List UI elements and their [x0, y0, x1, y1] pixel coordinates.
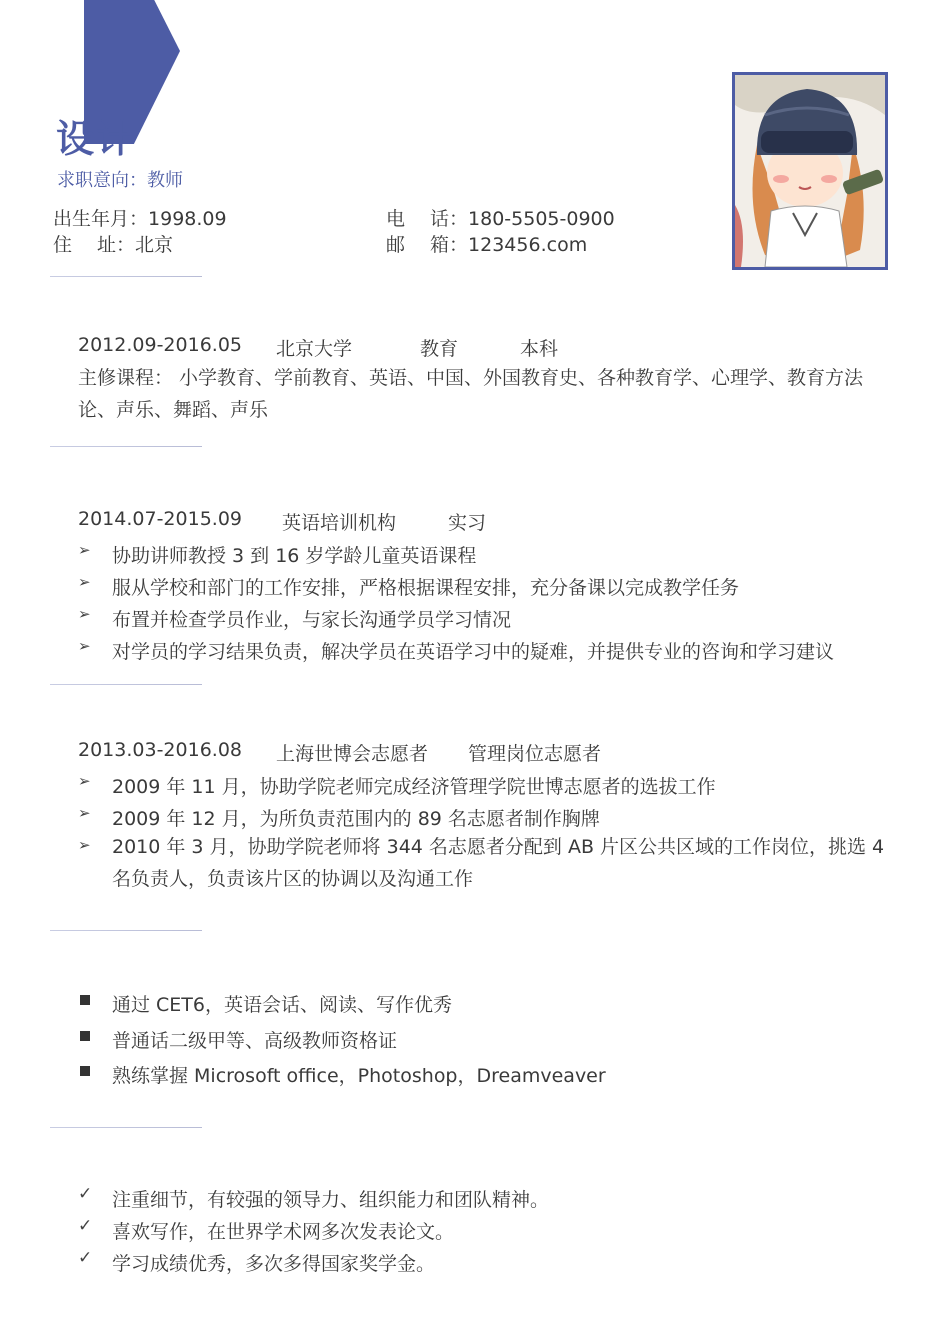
vol-item-text: 2010 年 3 月，协助学院老师将 344 名志愿者分配到 AB 片区公共区域的工作岗位，挑选 4 名负责人，负责该片区的协调以及沟通工作 [112, 836, 885, 890]
self-eval-item-text: 注重细节，有较强的领导力、组织能力和团队精神。 [112, 1189, 550, 1211]
address-row [53, 230, 173, 257]
square-bullet-icon [80, 1031, 90, 1041]
arrow-bullet-icon: ➢ [78, 573, 91, 591]
intern-item-text: 协助讲师教授 3 到 16 岁学龄儿童英语课程 [112, 545, 477, 567]
check-bullet-icon: ✓ [78, 1248, 93, 1268]
vol-org: 上海世博会志愿者 [276, 743, 429, 765]
check-bullet-icon: ✓ [78, 1184, 93, 1204]
phone-label: 电 话： [386, 208, 469, 230]
self-eval-item-text: 学习成绩优秀，多次多得国家奖学金。 [112, 1253, 436, 1275]
intern-item-text: 对学员的学习结果负责，解决学员在英语学习中的疑难，并提供专业的咨询和学习建议 [112, 641, 835, 663]
skill-item-text: 通过 CET6，英语会话、阅读、写作优秀 [112, 994, 453, 1016]
address-value: 北京 [135, 234, 174, 256]
skill-item-text: 普通话二级甲等、高级教师资格证 [112, 1030, 398, 1052]
phone-row [386, 204, 615, 231]
edu-courses: 主修课程： 小学教育、学前教育、英语、中国、外国教育史、各种教育学、心理学、教育方法论、声乐、舞蹈、声乐 [78, 367, 864, 421]
edu-major: 教育 [420, 338, 459, 360]
square-bullet-icon [80, 995, 90, 1005]
vol-role: 管理岗位志愿者 [468, 743, 602, 765]
birth-row [53, 204, 227, 231]
birth-label: 出生年月： [53, 208, 149, 230]
intern-period: 2014.07-2015.09 [78, 508, 242, 530]
arrow-bullet-icon: ➢ [78, 541, 91, 559]
vol-item-text: 2009 年 12 月，为所负责范围内的 89 名志愿者制作胸牌 [112, 808, 600, 830]
section-divider-education [50, 276, 202, 277]
self-eval-item-text: 喜欢写作，在世界学术网多次发表论文。 [112, 1221, 455, 1243]
square-bullet-icon [80, 1066, 90, 1076]
birth-value: 1998.09 [148, 208, 227, 230]
arrow-bullet-icon: ➢ [78, 836, 91, 854]
check-bullet-icon: ✓ [78, 1216, 93, 1236]
arrow-bullet-icon: ➢ [78, 804, 91, 822]
section-divider-skills [50, 930, 202, 931]
arrow-bullet-icon: ➢ [78, 637, 91, 655]
edu-degree: 本科 [520, 338, 559, 360]
avatar-illustration [735, 75, 885, 267]
intern-item-text: 服从学校和部门的工作安排，严格根据课程安排，充分备课以完成教学任务 [112, 577, 740, 599]
address-label: 住 址： [53, 234, 136, 256]
job-intent: 求职意向：教师 [57, 170, 183, 191]
email-label: 邮 箱： [386, 234, 469, 256]
intern-role: 实习 [448, 512, 487, 534]
arrow-bullet-icon: ➢ [78, 605, 91, 623]
vol-period: 2013.03-2016.08 [78, 739, 242, 761]
profile-photo [732, 72, 888, 270]
email-row [386, 230, 587, 257]
section-divider-volunteer [50, 684, 202, 685]
email-value: 123456.com [468, 234, 588, 256]
skill-item-text: 熟练掌握 Microsoft office，Photoshop，Dreamveaver [112, 1065, 606, 1087]
intern-item-text: 布置并检查学员作业，与家长沟通学员学习情况 [112, 609, 512, 631]
arrow-bullet-icon: ➢ [78, 772, 91, 790]
name-heading: 设计 [56, 117, 137, 161]
vol-item-text: 2009 年 11 月，协助学院老师完成经济管理学院世博志愿者的选拔工作 [112, 776, 716, 798]
intern-org: 英语培训机构 [282, 512, 397, 534]
section-divider-internship [50, 446, 202, 447]
edu-period: 2012.09-2016.05 [78, 334, 242, 356]
edu-school: 北京大学 [276, 338, 353, 360]
section-divider-self-eval [50, 1127, 202, 1128]
phone-value: 180-5505-0900 [468, 208, 615, 230]
